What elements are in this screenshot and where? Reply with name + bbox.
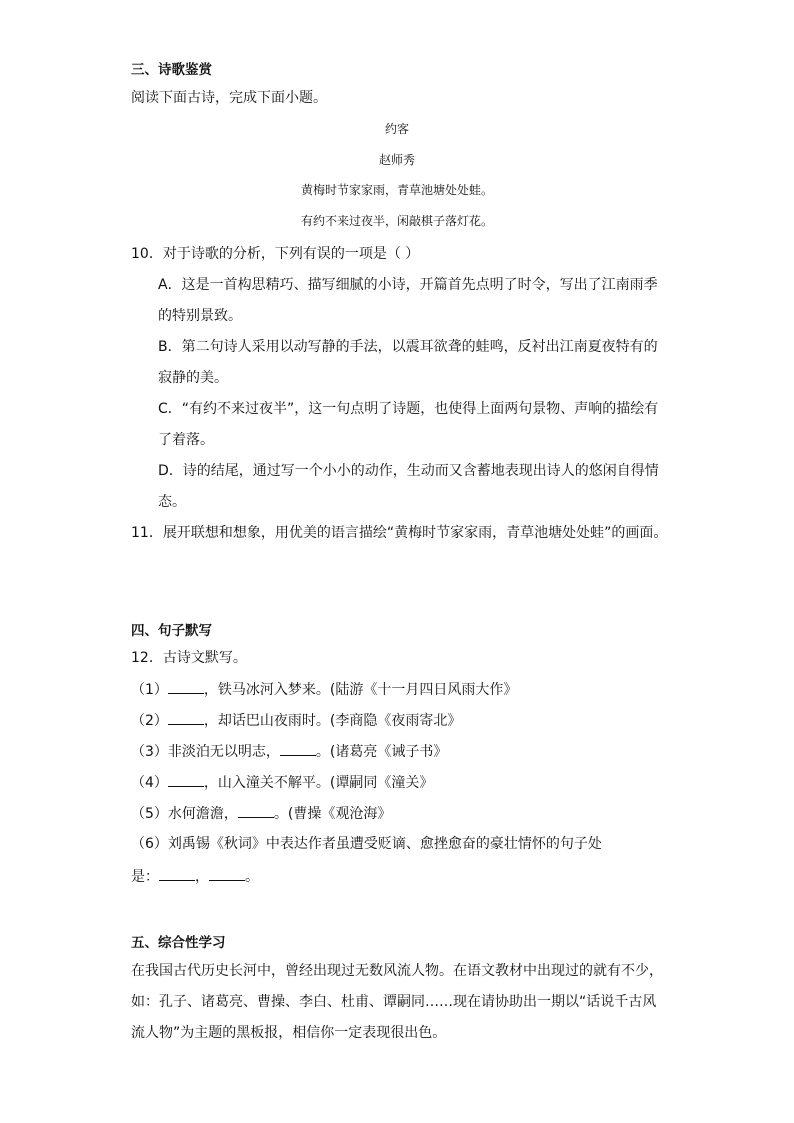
answer-blank[interactable]	[168, 772, 204, 787]
dictation-item-2-text: ，却话巴山夜雨时。(李商隐《夜雨寄北》	[203, 713, 462, 729]
section-heading-dictation: 四、句子默写	[131, 623, 212, 639]
question-12: 12．古诗文默写。	[131, 650, 247, 666]
dictation-item-1-text: ，铁马冰河入梦来。(陆游《十一月四日风雨大作》	[203, 682, 518, 698]
integrated-study-paragraph-line-1: 在我国古代历史长河中，曾经出现过无数风流人物。在语文教材中出现过的就有不少，	[131, 963, 663, 979]
dictation-item-3-text: 。(诸葛亮《诫子书》	[315, 744, 448, 760]
section-intro: 阅读下面古诗，完成下面小题。	[131, 90, 327, 106]
poem-title: 约客	[384, 122, 409, 136]
dictation-item-6-line-2	[131, 866, 259, 887]
option-c-line-1: C．“有约不来过夜半”，这一句点明了诗题，也使得上面两句景物、声响的描绘有	[158, 401, 659, 417]
poem-line-2: 有约不来过夜半，闲敲棋子落灯花。	[300, 214, 493, 228]
poem-author: 赵师秀	[378, 153, 415, 167]
question-10-stem: 10．对于诗歌的分析，下列有误的一项是（ ）	[131, 246, 420, 262]
dictation-item-6-end: 。	[245, 869, 259, 885]
integrated-study-paragraph-line-2: 如：孔子、诸葛亮、曹操、李白、杜甫、谭嗣同……现在请协助出一期以“话说千古风	[131, 994, 657, 1010]
answer-blank[interactable]	[168, 710, 204, 725]
question-11: 11．展开联想和想象，用优美的语言描绘“黄梅时节家家雨，青草池塘处处蛙”的画面。	[131, 525, 668, 541]
option-d-line-1: D．诗的结尾，通过写一个小小的动作，生动而又含蓄地表现出诗人的悠闲自得情	[158, 463, 659, 479]
dictation-item-4-prefix: （4）	[131, 775, 168, 791]
option-c-line-2: 了着落。	[158, 432, 214, 448]
answer-blank[interactable]	[159, 866, 195, 881]
dictation-item-6-line-1: （6）刘禹锡《秋词》中表达作者虽遭受贬谪、愈挫愈奋的豪壮情怀的句子处	[131, 836, 602, 852]
option-a-line-2: 的特别景致。	[158, 308, 242, 324]
integrated-study-paragraph-line-3: 流人物”为主题的黑板报，相信你一定表现很出色。	[131, 1025, 447, 1041]
dictation-item-2-prefix: （2）	[131, 713, 168, 729]
dictation-item-2	[131, 710, 461, 731]
section-heading-poetry: 三、诗歌鉴赏	[131, 62, 212, 78]
option-a-line-1: A．这是一首构思精巧、描写细腻的小诗，开篇首先点明了时令，写出了江南雨季	[158, 277, 658, 293]
dictation-item-1-prefix: （1）	[131, 682, 168, 698]
section-heading-integrated-study: 五、综合性学习	[131, 935, 226, 951]
poem-line-1: 黄梅时节家家雨，青草池塘处处蛙。	[300, 183, 493, 197]
option-b-line-2: 寂静的美。	[158, 370, 228, 386]
dictation-item-3-prefix: （3）非淡泊无以明志，	[131, 744, 280, 760]
option-d-line-2: 态。	[158, 494, 186, 510]
answer-blank[interactable]	[168, 679, 204, 694]
dictation-item-4	[131, 772, 433, 793]
dictation-item-5-text: 。(曹操《观沧海》	[273, 806, 392, 822]
answer-blank[interactable]	[280, 741, 316, 756]
dictation-item-5-prefix: （5）水何澹澹，	[131, 806, 238, 822]
option-b-line-1: B．第二句诗人采用以动写静的手法，以震耳欲聋的蛙鸣，反衬出江南夏夜特有的	[158, 339, 658, 355]
dictation-item-1	[131, 679, 517, 700]
answer-blank[interactable]	[209, 866, 245, 881]
dictation-item-6-prefix: 是：	[131, 869, 159, 885]
dictation-item-5	[131, 803, 391, 824]
dictation-item-3	[131, 741, 447, 762]
answer-blank[interactable]	[238, 803, 274, 818]
dictation-item-6-separator: ，	[195, 869, 209, 885]
dictation-item-4-text: ，山入潼关不解平。(谭嗣同《潼关》	[203, 775, 434, 791]
